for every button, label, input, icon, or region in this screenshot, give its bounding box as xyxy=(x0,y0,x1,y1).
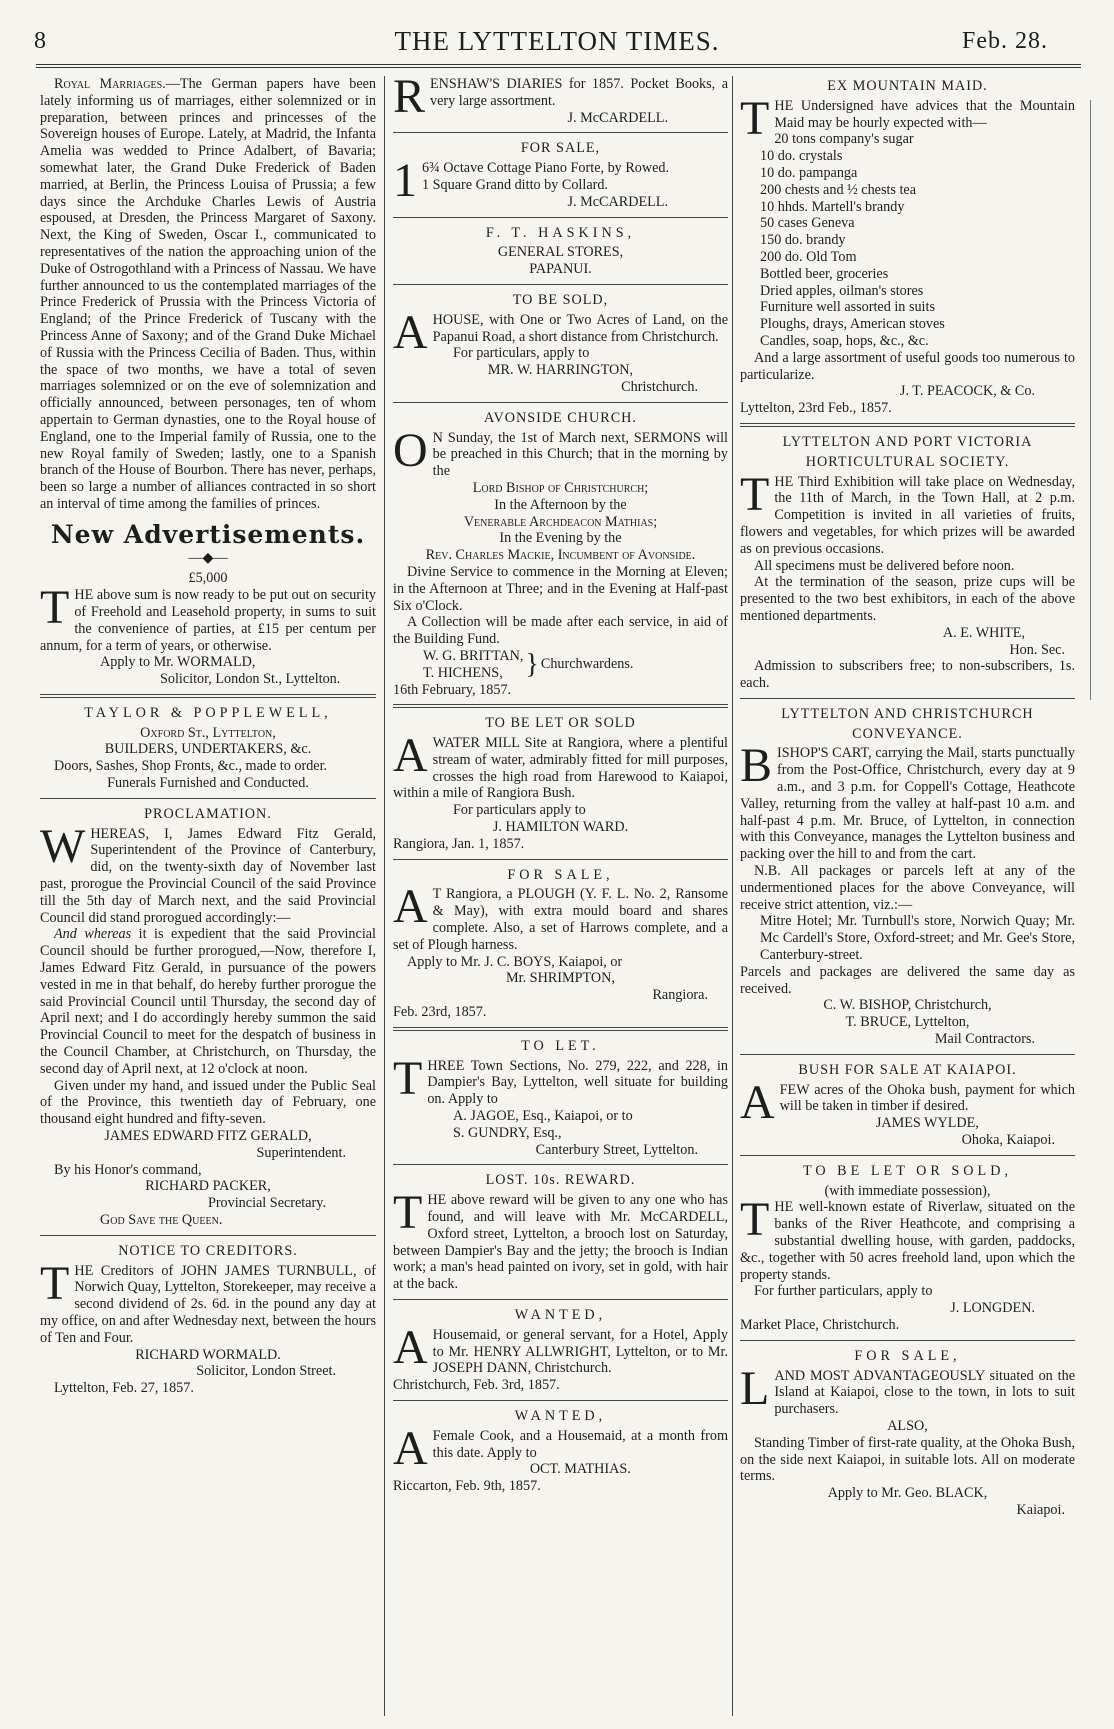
bush-for-sale-ad: BUSH FOR SALE AT KAIAPOI. AFEW acres of the Ohoka bush, payment for which will be taken in timber if desired. JAMES WYLDE, Ohoka, Kaiapoi. xyxy=(740,1061,1075,1149)
issue-date: Feb. 28. xyxy=(962,28,1048,54)
conveyance-ad: LYTTELTON AND CHRISTCHURCH CONVEYANCE. BISHOP'S CART, carrying the Mail, starts punctually from the Post-Office, Christchurch, every day at 9 a.m., and 3 p.m. for Coppell's Cottage, Heathcote Valley, returning from the valley at half-past 10 a.m. and half-past 4 p.m. Mr. Bruce, of Lyttelton, in connection with this Conveyance, manages the Lyttelton business and packing over the hill to and from the cart. N.B. All packages or parcels left at any of the undermentioned places for the above Conveyance, will receive strict attention, viz.:— Mitre Hotel; Mr. Turnbull's store, Norwich Quay; Mr. Mc Cardell's Store, Oxford-street; and Mr. Gee's Store, Canterbury-street. Parcels and packages are delivered the same day as received. C. W. BISHOP, Christchurch, T. BRUCE, Lyttelton, Mail Contractors. xyxy=(740,705,1075,1048)
piano-for-sale-ad: FOR SALE, 1 6¾ Octave Cottage Piano Forte, by Rowed. 1 Square Grand ditto by Collard. J. McCARDELL. xyxy=(393,140,670,210)
water-mill-ad: TO BE LET OR SOLD AWATER MILL Site at Rangiora, where a plentiful stream of water, admirably fitted for mill purposes, crosses the high road from Harewood to Kaiapoi, within a mile of Rangiora Bush. For particulars apply to J. HAMILTON WARD. Rangiora, Jan. 1, 1857. xyxy=(393,715,728,852)
house-to-be-sold-ad: TO BE SOLD, AHOUSE, with One or Two Acres of Land, on the Papanui Road, a short distance from Christchurch. For particulars, apply to MR. W. HARRINGTON, Christchurch. xyxy=(393,291,728,395)
taylor-popplewell-ad: TAYLOR & POPPLEWELL, Oxford St., Lyttelton, BUILDERS, UNDERTAKERS, &c. Doors, Sashes, Shop Fronts, &c., made to order. Funerals Furnished and Conducted. xyxy=(54,704,332,792)
town-sections-to-let-ad: TO LET. THREE Town Sections, No. 279, 222, and 228, in Dampier's Bay, Lyttelton, well situate for building on. Apply to A. JAGOE, Esq., Kaiapoi, or to S. GUNDRY, Esq., Canterbury Street, Lyttelton. xyxy=(393,1037,728,1158)
new-advertisements-heading: New Advertisements. xyxy=(50,519,366,549)
header-rule-top xyxy=(36,64,1081,65)
wanted-cook-ad: WANTED, A Female Cook, and a Housemaid, at a month from this date. Apply to OCT. MATHIAS. Riccarton, Feb. 9th, 1857. xyxy=(393,1407,728,1495)
haskins-stores-ad: F. T. HASKINS, GENERAL STORES, PAPANUI. xyxy=(485,224,636,278)
column-2 xyxy=(393,70,728,1500)
notice-to-creditors-ad: NOTICE TO CREDITORS. THE Creditors of JOHN JAMES TURNBULL, of Norwich Quay, Lyttelton, Storekeeper, may receive a second dividend of 2s. 6d. in the pound any day at my office, on and after Wednesday next, between the hours of Ten and Four. RICHARD WORMALD. Solicitor, London Street. Lyttelton, Feb. 27, 1857. xyxy=(40,1242,376,1397)
ornament-dash: —◆— xyxy=(188,549,228,566)
proclamation-ad: PROCLAMATION. WHEREAS, I, James Edward Fitz Gerald, Superintendent of the Province of Canterbury, did, on the twenty-sixth day of November last past, prorogue the Provincial Council of the said Province till the 5th day of March next, and the said Provincial Council did stand prorogued accordingly:— And whereas it is expedient that the said Provincial Council should be further prorogued,—Now, therefore I, James Edward Fitz Gerald, in pursuance of the powers vested in me in that behalf, do hereby further prorogue the said Provincial Council until Thursday, the second day of April next; and I do accordingly hereby summon the said Provincial Council to meet for the despatch of business in the Council Chamber, at Christchurch, on Thursday, the second day of April next, at 12 o'clock at noon. Given under my hand, and issued under the Public Seal of the Province, this twentieth day of February, one thousand eight hundred and fifty-seven. JAMES EDWARD FITZ GERALD, Superintendent. By his Honor's command, RICHARD PACKER, Provincial Secretary. God Save the Queen. xyxy=(40,805,376,1228)
plough-for-sale-ad: FOR SALE, A T Rangiora, a PLOUGH (Y. F. L. No. 2, Ransome & May), with extra mould board and shares complete. Also, a set of Harrows complete, and a set of Plough harness. Apply to Mr. J. C. BOYS, Kaiapoi, or Mr. SHRIMPTON, Rangiora. Feb. 23rd, 1857. xyxy=(393,866,728,1021)
column-3 xyxy=(740,76,1075,1524)
royal-marriages-article: Royal Marriages.—The German papers have been lately informing us of marriages, either solemnized or in preparation, between princes and princesses of the Sovereign houses of Europe. Lately, at Madrid, the Infanta Amelia was wedded to Prince Adalbert, of Bavaria; somewhat later, the Grand Duke Frederick of Baden married, at Berlin, the Princess Louisa of Prussia; a few days since the Archduke Charles Lewis of Austria espoused, at Dresden, the Princess Margaret of Saxony. Next, the King of Sweden, Oscar I., communicated to representatives of the nation the approaching union of the Duke of Ostrogothland with a Princess of Nassau. We have further announced to us the contemplated marriages of the Prince Frederick of Prussia with the Princess Victoria of England; of the Prince Frederick of Tuscany with the Princess Anne of Saxony; and of the Grand Duke Michael of Russia with the Princess Cecilia of Baden. Thus, within the space of two months, we have a total of seven marriages solemnized or on the eve of solemnization and officially announced, between personages, ten of whom appertain to German dynasties, one to the Royal house of England, one to the Imperial family of Russia, one to the new Royal family of Sweden; lastly, one to a Spanish branch of the House of Bourbon. There has never, perhaps, been so large a number of alliances contracted in so short an interval of time among the families of princes. xyxy=(40,76,377,512)
land-for-sale-ad: FOR SALE, LAND MOST ADVANTAGEOUSLY situated on the Island at Kaiapoi, close to the town, in lots to suit purchasers. ALSO, Standing Timber of first-rate quality, at the Ohoka Bush, on the side next Kaiapoi, in suitable lots. All on moderate terms. Apply to Mr. Geo. BLACK, Kaiapoi. xyxy=(740,1347,1075,1518)
page-number: 8 xyxy=(34,28,46,54)
column-divider-1 xyxy=(384,76,385,1716)
column-1 xyxy=(40,76,376,1402)
loan-ad: £5,000 THE above sum is now ready to be put out on security of Freehold and Leasehold property, in sums to suit the convenience of parties, at £15 per centum per annum, for a term of years, or otherwise. Apply to Mr. WORMALD, Solicitor, London St., Lyttelton. xyxy=(40,570,376,688)
header-rule-bottom xyxy=(36,67,1081,68)
horticultural-society-ad: LYTTELTON AND PORT VICTORIA HORTICULTURAL SOCIETY. THE Third Exhibition will take place on Wednesday, the 11th of March, in the Town Hall, at 2 p.m. Competition is invited in all varieties of fruits, flowers and vegetables, for which prizes will be awarded as on previous occasions. All specimens must be delivered before noon. At the termination of the season, prize cups will be presented to the two best exhibitors, in each of the above mentioned departments. A. E. WHITE, Hon. Sec. Admission to subscribers free; to non-subscribers, 1s. each. xyxy=(740,433,1075,692)
column-divider-2 xyxy=(732,76,733,1716)
avonside-church-ad: AVONSIDE CHURCH. O N Sunday, the 1st of March next, SERMONS will be preached in this Church; that in the morning by the Lord Bishop of Christchurch; In the Afternoon by the Venerable Archdeacon Mathias; In the Evening by the Rev. Charles Mackie, Incumbent of Avonside. Divine Service to commence in the Morning at Eleven; in the Afternoon at Three; and in the Evening at Half-past Six o'Clock. A Collection will be made after each service, in aid of the Building Fund. W. G. BRITTAN, T. HICHENS, } Churchwardens. 16th February, 1857. xyxy=(393,409,728,698)
mountain-maid-ad: EX MOUNTAIN MAID. THE Undersigned have advices that the Mountain Maid may be hourly expected with— 20 tons company's sugar 10 do. crystals 10 do. pampanga 200 chests and ½ chests tea 10 hhds. Martell's brandy 50 cases Geneva 150 do. brandy 200 do. Old Tom Bottled beer, groceries Dried apples, oilman's stores Furniture well assorted in suits Ploughs, drays, American stoves Candles, soap, hops, &c., &c. And a large assortment of useful goods too numerous to particularize. J. T. PEACOCK, & Co. Lyttelton, 23rd Feb., 1857. xyxy=(740,78,1075,417)
right-margin-line xyxy=(1090,100,1091,700)
wanted-housemaid-ad: WANTED, A Housemaid, or general servant, for a Hotel, Apply to Mr. HENRY ALLWRIGHT, Lyttelton, or to Mr. JOSEPH DANN, Christchurch. Christchurch, Feb. 3rd, 1857. xyxy=(393,1307,728,1394)
masthead-title: THE LYTTELTON TIMES. xyxy=(394,26,720,56)
lost-reward-ad: LOST. 10s. REWARD. THE above reward will be given to any one who has found, and will leave with Mr. McCARDELL, Oxford street, Lyttelton, a brooch lost on Saturday, between Dampier's Bay and the jetty; the brooch is Indian work; a man's head painted on ivory, set in gold, with hair at the back. xyxy=(393,1172,728,1293)
riverlaw-estate-ad: TO BE LET OR SOLD, (with immediate possession), THE well-known estate of Riverlaw, situated on the banks of the River Heathcote, and comprising a substantial dwelling house, with garden, paddocks, &c., together with 50 acres freehold land, upon which the property stands. For further particulars, apply to J. LONGDEN. Market Place, Christchurch. xyxy=(740,1162,1075,1333)
renshaw-diaries-ad: RENSHAW'S DIARIES for 1857. Pocket Books, a very large assortment. J. McCARDELL. xyxy=(393,70,728,126)
cargo-list: 20 tons company's sugar 10 do. crystals 10 do. pampanga 200 chests and ½ chests tea 10 hhds. Martell's brandy 50 cases Geneva 150 do. brandy 200 do. Old Tom Bottled beer, groceries Dried apples, oilman's stores Furniture well assorted in suits Ploughs, drays, American stoves Candles, soap, hops, &c., &c. xyxy=(760,131,945,349)
